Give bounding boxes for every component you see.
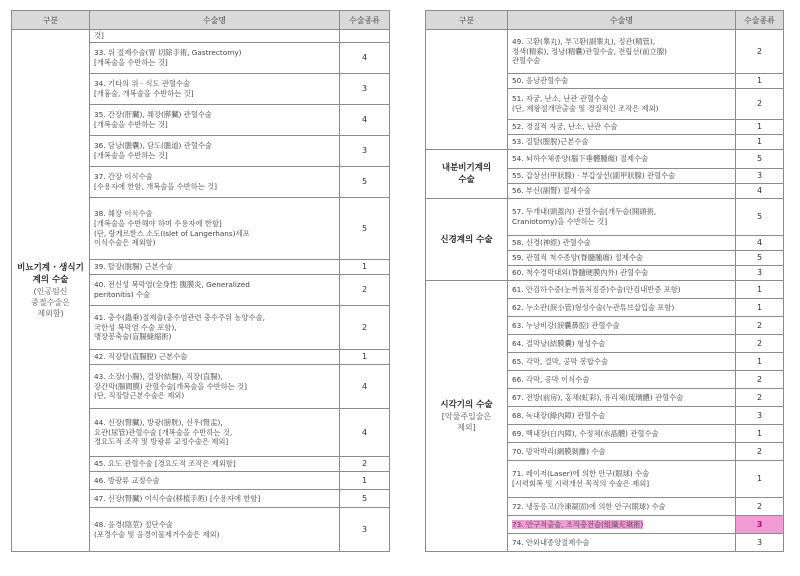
surgery-name-line: 맹장봉축술(盲腸縫縮術) — [94, 332, 172, 342]
table-row — [426, 30, 784, 74]
surgery-name-line: 74. 안와내종양절제수술 — [512, 537, 590, 547]
header-count: 수술종류 — [340, 11, 390, 30]
surgery-count-cell: 5 — [340, 198, 390, 260]
surgery-name-line: 장간막(腸間膜) 관혈수술[개복술을 수반하는 것] — [94, 381, 248, 391]
surgery-count-cell: 4 — [340, 365, 390, 409]
header-name: 수술명 — [508, 11, 736, 30]
surgery-count-cell: 2 — [736, 389, 784, 407]
surgery-name-line: peritonitis) 수술 — [94, 290, 151, 299]
surgery-name-cell — [90, 198, 340, 260]
category-cell — [426, 281, 508, 552]
surgery-name-cell — [508, 335, 736, 353]
surgery-name-line: (단, 직장탈근본수술은 제외) — [94, 391, 185, 401]
surgery-name-cell — [90, 43, 340, 74]
surgery-name-line: 33. 위 절제수술(胃 切除手術, Gastrectomy) — [94, 48, 242, 58]
surgery-count-cell: 1 — [736, 299, 784, 317]
surgery-count-cell: 3 — [340, 508, 390, 552]
header-category: 구분 — [12, 11, 90, 30]
surgery-name-line: (단, 제왕절개만출술 및 경질적인 조작은 제외) — [512, 104, 659, 113]
surgery-count-cell: 3 — [736, 266, 784, 281]
surgery-count-cell: 3 — [340, 136, 390, 167]
surgery-count-cell: 2 — [340, 457, 390, 472]
surgery-count-cell: 1 — [340, 350, 390, 365]
surgery-name-line: 72. 냉동응고(冷凍凝固)에 의한 안구(眼球) 수술 — [512, 501, 666, 511]
surgery-count-cell: 2 — [736, 443, 784, 461]
surgery-name-cell — [90, 409, 340, 457]
surgery-count-cell: 4 — [340, 43, 390, 74]
surgery-name-cell — [508, 281, 736, 299]
surgery-name-cell — [508, 389, 736, 407]
surgery-count-cell: 1 — [736, 135, 784, 150]
surgery-name-cell — [508, 135, 736, 150]
surgery-name-line: [개복술을 수반하는 것] — [94, 58, 168, 67]
surgery-name-cell — [90, 350, 340, 365]
surgery-name-line: 58. 신경(神經) 관혈수술 — [512, 238, 591, 248]
surgery-name-cell — [508, 534, 736, 552]
surgery-name-cell — [90, 167, 340, 198]
surgery-name-cell — [90, 457, 340, 472]
surgery-name-cell — [90, 306, 340, 350]
surgery-count-cell: 1 — [736, 120, 784, 135]
category-note: 중절수술은 — [31, 298, 70, 307]
surgery-name-cell — [508, 169, 736, 184]
surgery-count-cell: 1 — [340, 260, 390, 275]
category-note: [악물주입술은 — [441, 412, 492, 421]
surgery-count-cell: 5 — [340, 167, 390, 198]
surgery-name-line: [시력회복 및 시력개선 목적의 수술은 제외] — [512, 479, 650, 488]
surgery-name-cell — [90, 136, 340, 167]
category-cell — [12, 30, 90, 552]
category-title: 시각기의 수술 — [440, 400, 493, 410]
table-row — [426, 199, 784, 236]
surgery-name-line: 42. 직장탈(直腸脫) 근본수술 — [94, 352, 188, 362]
surgery-count-cell: 5 — [340, 490, 390, 508]
surgery-name-cell — [90, 260, 340, 275]
surgery-count-cell: 2 — [736, 371, 784, 389]
surgery-name-line: 34. 기타의 위 · 식도 관혈수술 — [94, 79, 191, 89]
surgery-name-cell — [508, 74, 736, 89]
surgery-name-line: 52. 경질적 자궁, 난소, 난관 수술 — [512, 122, 618, 132]
surgery-count-cell: 2 — [736, 498, 784, 516]
surgery-name-line: 51. 자궁, 난소, 난관 관혈수술 — [512, 94, 609, 104]
category-cell — [426, 199, 508, 281]
surgery-name-line: 38. 췌장 이식수술 — [94, 208, 153, 218]
surgery-name-line: (단, 랑게르한스 소도(Islet of Langerhans)세포 — [94, 228, 250, 238]
surgery-name-cell — [508, 89, 736, 120]
surgery-name-cell — [508, 516, 736, 534]
surgery-table-left — [11, 10, 390, 552]
surgery-count-cell: 4 — [736, 184, 784, 199]
surgery-count-cell: 1 — [736, 425, 784, 443]
surgery-name-line: 정색(精索), 정낭(精囊)관혈수술, 전립선(前立腺) — [512, 46, 667, 56]
surgery-count-cell: 3 — [736, 407, 784, 425]
surgery-name-cell — [508, 199, 736, 236]
surgery-name-line: 국한성 복막염 수술 포함), — [94, 322, 177, 332]
surgery-name-cell — [90, 508, 340, 552]
surgery-name-cell — [90, 490, 340, 508]
header-row — [426, 11, 784, 30]
surgery-name-cell — [508, 407, 736, 425]
surgery-count-cell: 5 — [736, 251, 784, 266]
surgery-count-cell: 4 — [340, 105, 390, 136]
surgery-name-line: 70. 망막박리(網膜剝離) 수술 — [512, 446, 606, 456]
surgery-name-cell — [508, 461, 736, 498]
surgery-name-line: 45. 요도 관혈수술 [경요도적 조작은 제외함] — [94, 459, 236, 469]
surgery-count-cell: 4 — [340, 409, 390, 457]
surgery-count-cell — [340, 30, 390, 43]
surgery-count-cell: 2 — [340, 306, 390, 350]
surgery-name-line: 50. 음낭관혈수술 — [512, 76, 569, 86]
surgery-count-cell: 2 — [736, 30, 784, 74]
surgery-name-line: [수용자에 한함, 개복술을 수반하는 것] — [94, 182, 218, 191]
surgery-name-cell — [508, 317, 736, 335]
header-name: 수술명 — [90, 11, 340, 30]
surgery-count-cell: 2 — [340, 275, 390, 306]
surgery-name-cell — [90, 74, 340, 105]
surgery-count-cell: 2 — [736, 317, 784, 335]
surgery-name-line: 56. 부신(副腎) 절제수술 — [512, 186, 591, 196]
surgery-name-line: 이식수술은 제외함) — [94, 238, 156, 248]
surgery-name-line: 것] — [94, 31, 104, 41]
surgery-name-line: (포경수술 및 음경이물제거수술은 제외) — [94, 529, 220, 539]
surgery-name-line: 54. 뇌하수체종양(腦下垂體腫瘍) 절제수술 — [512, 154, 649, 164]
header-row — [12, 11, 390, 30]
surgery-name-cell — [508, 353, 736, 371]
surgery-name-line: 61. 안검하수증(눈꺼풀처짐증)수술(안검내반증 포함) — [512, 284, 681, 294]
surgery-count-cell: 2 — [736, 335, 784, 353]
surgery-name-line: 39. 탈장(脫腸) 근본수술 — [94, 262, 173, 272]
surgery-name-line: 53. 질탈(膣脫)근본수술 — [512, 137, 589, 147]
surgery-count-cell: 1 — [736, 461, 784, 498]
surgery-count-cell: 3 — [340, 74, 390, 105]
surgery-name-cell — [508, 30, 736, 74]
category-cell — [426, 150, 508, 199]
table-row — [12, 30, 390, 43]
surgery-name-line: [개복술을 수반하는 것] — [94, 151, 168, 160]
surgery-name-cell — [508, 498, 736, 516]
category-title: 비뇨기계 · 생식기 — [17, 263, 84, 273]
surgery-name-line: 요관(尿管)관혈수술 [개복술을 수반하는 것, — [94, 427, 233, 437]
surgery-name-line: 55. 갑상선(甲狀腺) · 부갑상선(副甲狀腺) 관혈수술 — [512, 171, 676, 181]
surgery-name-line: 36. 담낭(膽囊), 담도(膽道) 관혈수술 — [94, 141, 212, 151]
surgery-name-line: 48. 음경(陰莖) 절단수술 — [94, 519, 173, 529]
surgery-name-cell — [90, 472, 340, 490]
surgery-name-line: 63. 누낭비강(淚囊鼻腔) 관혈수술 — [512, 320, 620, 330]
surgery-count-cell: 4 — [736, 236, 784, 251]
category-note: (인공임신 — [33, 287, 68, 296]
surgery-name-cell — [90, 365, 340, 409]
category-title: 수술 — [458, 175, 475, 185]
surgery-name-line: 65. 각막, 결막, 공막 봉합수술 — [512, 356, 609, 366]
category-note: 제외] — [457, 423, 476, 432]
header-count: 수술종류 — [736, 11, 784, 30]
surgery-name-line: 43. 소장(小腸), 결장(結腸), 직장(直腸), — [94, 371, 223, 381]
surgery-name-cell — [508, 236, 736, 251]
surgery-name-cell — [90, 105, 340, 136]
surgery-count-cell: 1 — [736, 353, 784, 371]
surgery-count-cell: 3 — [736, 516, 784, 534]
surgery-name-cell — [508, 425, 736, 443]
surgery-name-line: 59. 관혈적 척수종양(脊髓腫瘍) 절제수술 — [512, 253, 643, 263]
surgery-name-line: 57. 두개내(頭蓋內) 관혈수술[개두술(開頭術, — [512, 207, 657, 217]
table-row — [426, 281, 784, 299]
surgery-name-cell — [90, 275, 340, 306]
surgery-count-cell: 3 — [736, 169, 784, 184]
surgery-name-line: 관혈수술 — [512, 56, 541, 66]
header-category: 구분 — [426, 11, 508, 30]
surgery-count-cell: 1 — [736, 74, 784, 89]
surgery-name-line: [개복술을 수반해야 하며 수용자에 한함] — [94, 218, 222, 228]
surgery-count-cell: 5 — [736, 150, 784, 169]
table-row — [426, 150, 784, 169]
surgery-name-cell — [508, 266, 736, 281]
surgery-name-line: 46. 방광류 교정수술 — [94, 475, 160, 485]
surgery-name-line: 경요도적 조작 및 방광류 교정수술은 제외] — [94, 437, 229, 447]
surgery-name-line: 68. 녹내장(綠內障) 관혈수술 — [512, 410, 606, 420]
surgery-name-line: [개복술을 수반하는 것] — [94, 120, 168, 129]
surgery-count-cell: 5 — [736, 199, 784, 236]
surgery-name-line: 66. 각막, 공막 이식수술 — [512, 374, 590, 384]
surgery-name-cell — [508, 251, 736, 266]
category-title: 내분비기계의 — [441, 163, 492, 173]
surgery-name-cell — [90, 30, 340, 43]
surgery-name-line: 35. 간장(肝臟), 췌장(膵臟) 관혈수술 — [94, 110, 212, 120]
surgery-name-line: [개흉술, 개복술을 수반하는 것] — [94, 89, 194, 98]
surgery-name-cell — [508, 184, 736, 199]
surgery-table-right — [425, 10, 784, 552]
surgery-name-cell — [508, 150, 736, 169]
surgery-name-line: 69. 백내장(白內障), 수정체(水晶體) 관혈수술 — [512, 428, 659, 438]
surgery-count-cell: 1 — [736, 281, 784, 299]
surgery-name-line: 60. 척수경막내외(脊髓硬膜內外) 관혈수술 — [512, 268, 649, 278]
surgery-name-line: 44. 신장(腎臟), 방광(膀胱), 신우(腎盂), — [94, 417, 223, 427]
surgery-name-line: Craniotomy)을 수반하는 것] — [512, 217, 608, 226]
surgery-name-line: 64. 결막낭(結膜囊) 형성수술 — [512, 338, 606, 348]
surgery-name-line: 62. 누소관(淚小管)형성수술(누관튜브삽입술 포함) — [512, 302, 675, 312]
category-note: 제외함) — [37, 309, 64, 318]
category-cell — [426, 30, 508, 150]
category-title: 계의 수술 — [32, 275, 69, 285]
surgery-count-cell: 2 — [736, 89, 784, 120]
surgery-name-cell — [508, 120, 736, 135]
surgery-name-line: 49. 고환(睾丸), 부고환(副睾丸), 정관(精管), — [512, 36, 656, 46]
surgery-name-line: 67. 전방(前房), 홍채(虹彩), 유리체(琉璃體) 관혈수술 — [512, 392, 684, 402]
category-title: 신경계의 수술 — [440, 234, 493, 245]
surgery-name-line: 41. 충수(蟲垂)절제술(충수염관련 충수주위 농양수술, — [94, 312, 265, 322]
surgery-count-cell: 1 — [340, 472, 390, 490]
surgery-name-line: 37. 간장 이식수술 — [94, 172, 153, 182]
surgery-name-line: 73. 안구적출술, 조직충전술(組織充塡術) — [512, 519, 644, 529]
surgery-name-line: 40. 전신성 복막염(全身性 腹膜炎, Generalized — [94, 280, 250, 290]
surgery-name-cell — [508, 443, 736, 461]
surgery-count-cell: 3 — [736, 534, 784, 552]
surgery-name-line: 47. 신장(腎臟) 이식수술(移植手術) [수용자에 한함] — [94, 493, 261, 503]
surgery-name-cell — [508, 299, 736, 317]
surgery-name-line: 71. 레이저(Laser)에 의한 안구(眼球) 수술 — [512, 469, 650, 479]
surgery-name-cell — [508, 371, 736, 389]
